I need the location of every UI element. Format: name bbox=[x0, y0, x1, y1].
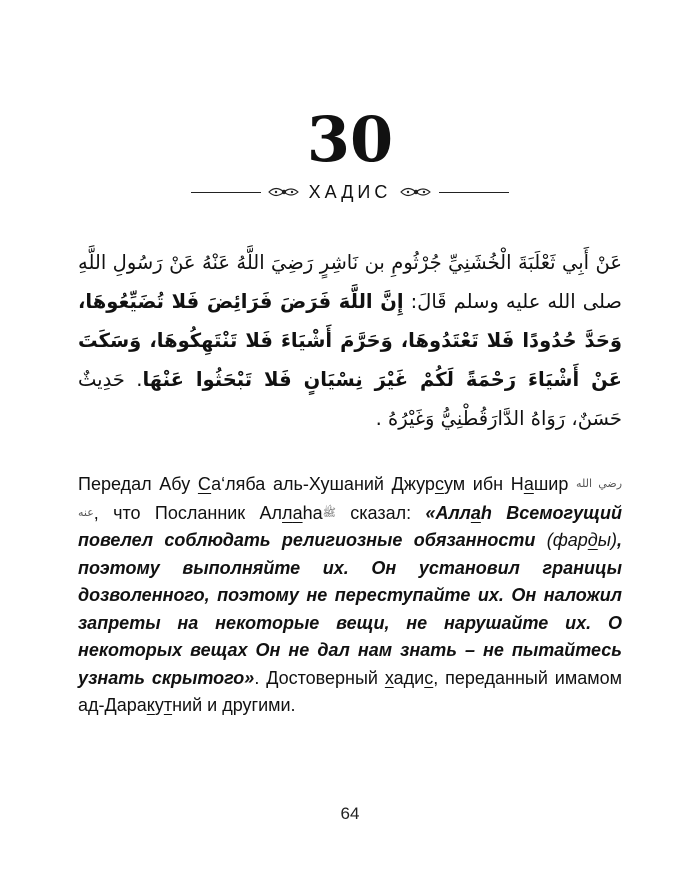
left-rule bbox=[191, 192, 261, 193]
text-run: , что Посланник Ал bbox=[93, 502, 283, 523]
text-run: ара bbox=[116, 695, 147, 715]
text-run: Передал Абу bbox=[78, 474, 198, 494]
right-rule bbox=[439, 192, 509, 193]
text-run: һа bbox=[302, 502, 323, 523]
companion-honorific-ligature: رضي الله عنه bbox=[78, 477, 623, 519]
underlined-letter: х bbox=[384, 667, 394, 688]
prophet-honorific-ligature: ﷺ bbox=[322, 505, 336, 519]
underlined-letter: т bbox=[163, 695, 173, 715]
text-run: , переданный имамом ад- bbox=[78, 667, 622, 715]
text-run: сказал: bbox=[335, 502, 426, 523]
underlined-letter: л bbox=[282, 502, 293, 523]
quote-run: «Алл bbox=[425, 502, 471, 523]
text-run: шир bbox=[533, 474, 577, 494]
underlined-letter: Д bbox=[104, 695, 117, 715]
text-run: ний и другими. bbox=[172, 695, 296, 715]
underlined-letter: к bbox=[146, 695, 155, 715]
text-run: у bbox=[154, 695, 164, 715]
quote-run: (фар bbox=[546, 530, 588, 550]
underlined-letter: а bbox=[292, 502, 303, 523]
text-run: ум ибн Н bbox=[443, 474, 524, 494]
arabic-intro: عَنْ أَبِي ثَعْلَبَةَ الْخُشَنِيِّ جُرْثُومِ بن نَاشِرٍ رَضِيَ اللَّهُ عَنْهُ عَنْ رَسُولِ اللَّهِ صلى الله عليه وسلم قَالَ: bbox=[78, 251, 622, 313]
page-number: 64 bbox=[340, 804, 360, 823]
left-ornament-icon bbox=[267, 183, 301, 201]
arabic-source: . حَدِيثٌ حَسَنٌ، رَوَاهُ الدَّارَقُطْنِيُّ وَغَيْرُهُ . bbox=[78, 368, 622, 430]
section-header bbox=[0, 176, 700, 208]
right-ornament-icon bbox=[399, 183, 433, 201]
text-run: ади bbox=[393, 667, 425, 688]
underlined-letter: а bbox=[523, 474, 534, 494]
section-label: ХАДИС bbox=[308, 181, 392, 202]
text-run: а‘ляба аль-Хушаний Джур bbox=[211, 474, 435, 494]
arabic-text bbox=[78, 243, 622, 438]
quote-run: h Всемогущий повелел соблюдать религиозные обязанности bbox=[78, 502, 622, 550]
text-run: . Достоверный bbox=[254, 667, 385, 688]
underlined-letter: а bbox=[470, 502, 481, 523]
underlined-letter: С bbox=[197, 474, 212, 494]
quote-run: , поэтому выполняйте их. Он установил границы дозволенного, поэтому не переступайте их. Он наложил запреты на некоторые вещи, не нарушайте их. О некоторых вещах Он не дал нам знать – не пытайтесь узнать скрытого» bbox=[78, 530, 622, 688]
prophet-quote bbox=[78, 503, 622, 688]
quote-run: ы) bbox=[597, 530, 617, 550]
hadith-number: 30 bbox=[306, 103, 394, 176]
underlined-letter: д bbox=[587, 530, 598, 550]
russian-translation bbox=[78, 470, 622, 720]
arabic-prophet-saying: إِنَّ اللَّهَ فَرَضَ فَرَائِضَ فَلا تُضَيِّعُوهَا، وَحَدَّ حُدُودًا فَلا تَعْتَدُوهَا، وَحَرَّمَ أَشْيَاءَ فَلا تَنْتَهِكُوهَا، وَسَكَتَ عَنْ أَشْيَاءَ رَحْمَةً لَكُمْ غَيْرَ نِسْيَانٍ فَلا تَبْحَثُوا عَنْهَا bbox=[78, 290, 622, 391]
underlined-letter: с bbox=[434, 474, 444, 494]
underlined-letter: с bbox=[424, 667, 434, 688]
